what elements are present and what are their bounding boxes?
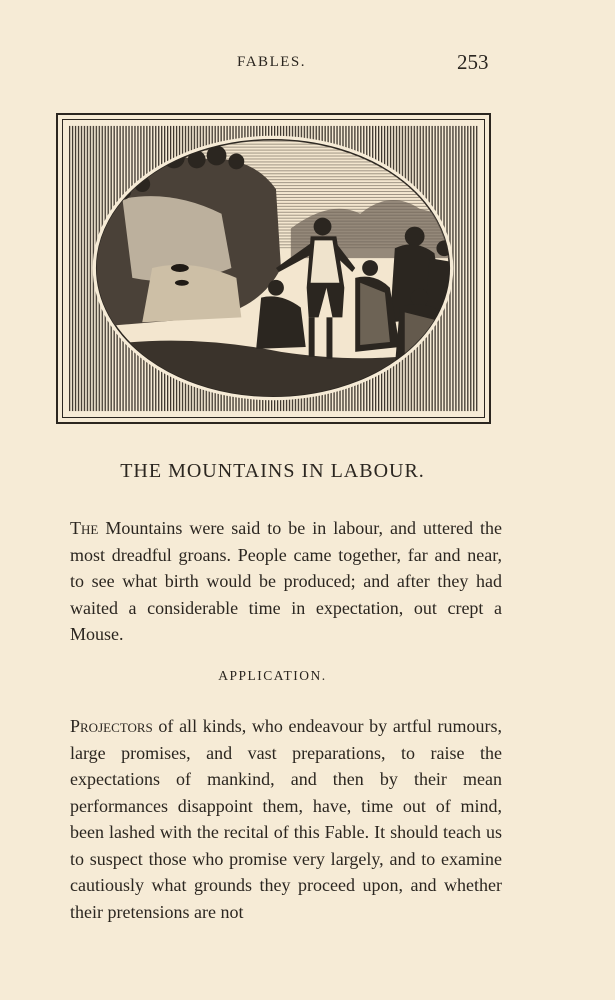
fable-title: THE MOUNTAINS IN LABOUR.	[120, 460, 425, 482]
fable-text: Mountains were said to be in labour, and uttered the most dreadful groans. People came together, far and near, to see what birth would be produced; and after they had waited a considerable time in expectation, out crept a Mouse.	[70, 518, 502, 644]
fable-lead-word: The	[70, 518, 99, 538]
illustration-artwork	[63, 120, 484, 417]
application-heading: APPLICATION.	[218, 668, 327, 683]
page-number: 253	[457, 50, 489, 74]
application-lead-word: Projectors	[70, 716, 153, 736]
running-head	[0, 50, 615, 80]
application-paragraph	[70, 713, 502, 925]
application-text: of all kinds, who endeavour by artful rumours, large promises, and vast preparations, to raise the expectations of mankind, and then by their mean performances disappoint them, have, time out of mind, been lashed with the recital of this Fable. It should teach us to suspect those who promise very largely, and to examine cautiously what grounds they proceed upon, and whether their pretensions are not	[70, 716, 502, 922]
fable-paragraph	[70, 515, 502, 648]
running-title: FABLES.	[237, 54, 306, 70]
illustration-frame	[62, 119, 485, 418]
woodcut-illustration	[56, 113, 491, 424]
